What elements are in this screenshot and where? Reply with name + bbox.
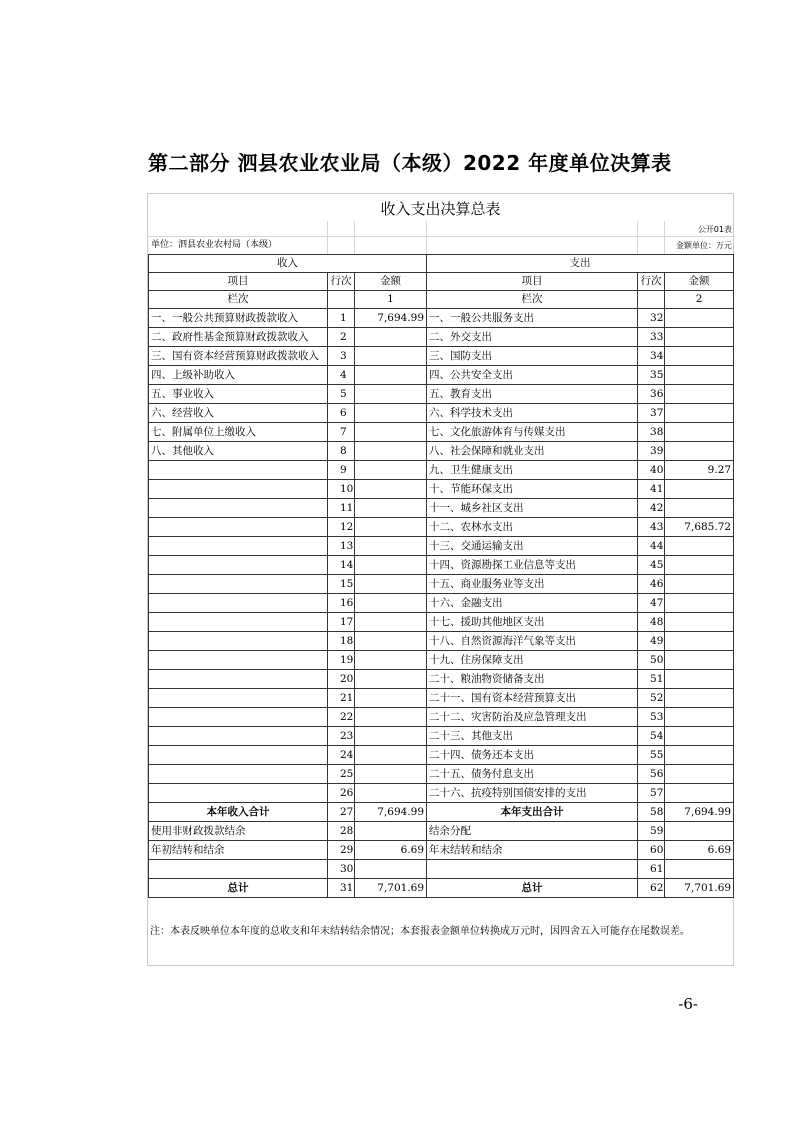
expense-column-label: 栏次 xyxy=(427,291,638,309)
grand-income-total-amount: 7,701.69 xyxy=(355,879,427,898)
expense-column-number: 2 xyxy=(665,291,734,309)
expense-item: 十二、农林水支出 xyxy=(427,518,638,537)
expense-amount xyxy=(665,556,734,575)
expense-item-header: 项目 xyxy=(427,273,638,291)
expense-item: 九、卫生健康支出 xyxy=(427,461,638,480)
expense-amount xyxy=(665,708,734,727)
expense-amount xyxy=(665,575,734,594)
expense-line: 50 xyxy=(638,651,665,670)
income-amount xyxy=(355,404,427,423)
income-line: 3 xyxy=(328,347,355,366)
table-row xyxy=(149,575,734,594)
expense-amount xyxy=(665,480,734,499)
table-row xyxy=(149,594,734,613)
income-line: 2 xyxy=(328,328,355,347)
expense-amount xyxy=(665,727,734,746)
table-row xyxy=(149,347,734,366)
expense-item: 三、国防支出 xyxy=(427,347,638,366)
income-item-header: 项目 xyxy=(149,273,328,291)
income-item xyxy=(149,746,328,765)
expense-item: 十、节能环保支出 xyxy=(427,480,638,499)
income-amount xyxy=(355,575,427,594)
table-row xyxy=(149,366,734,385)
blank-income-line: 30 xyxy=(328,860,355,879)
expense-line: 47 xyxy=(638,594,665,613)
income-line: 15 xyxy=(328,575,355,594)
table-row xyxy=(149,328,734,347)
income-amount xyxy=(355,480,427,499)
carryover-row xyxy=(149,841,734,860)
distribution-line: 59 xyxy=(638,822,665,841)
expense-line: 52 xyxy=(638,689,665,708)
expense-amount xyxy=(665,632,734,651)
income-item xyxy=(149,480,328,499)
table-row xyxy=(149,765,734,784)
income-line: 16 xyxy=(328,594,355,613)
income-item: 四、上级补助收入 xyxy=(149,366,328,385)
expense-line-header: 行次 xyxy=(638,273,665,291)
expense-amount xyxy=(665,442,734,461)
budget-table xyxy=(148,254,734,898)
expense-line: 35 xyxy=(638,366,665,385)
expense-line: 46 xyxy=(638,575,665,594)
income-item: 三、国有资本经营预算财政拨款收入 xyxy=(149,347,328,366)
expense-line: 40 xyxy=(638,461,665,480)
expense-amount: 7,685.72 xyxy=(665,518,734,537)
expense-line: 43 xyxy=(638,518,665,537)
expense-item: 十五、商业服务业等支出 xyxy=(427,575,638,594)
income-item xyxy=(149,461,328,480)
income-line: 19 xyxy=(328,651,355,670)
expense-line: 42 xyxy=(638,499,665,518)
income-amount: 7,694.99 xyxy=(355,309,427,328)
expense-item: 四、公共安全支出 xyxy=(427,366,638,385)
year-income-total-line: 27 xyxy=(328,803,355,822)
expense-amount xyxy=(665,499,734,518)
income-line: 26 xyxy=(328,784,355,803)
empty-cell xyxy=(355,860,427,879)
expense-item: 七、文化旅游体育与传媒支出 xyxy=(427,423,638,442)
expense-item: 一、一般公共服务支出 xyxy=(427,309,638,328)
income-line: 17 xyxy=(328,613,355,632)
income-amount xyxy=(355,556,427,575)
income-amount xyxy=(355,366,427,385)
table-body xyxy=(149,255,734,898)
expense-amount xyxy=(665,651,734,670)
table-row xyxy=(149,746,734,765)
income-line: 14 xyxy=(328,556,355,575)
begin-balance-line: 29 xyxy=(328,841,355,860)
expense-line: 45 xyxy=(638,556,665,575)
income-amount xyxy=(355,328,427,347)
income-line: 8 xyxy=(328,442,355,461)
income-section-header: 收入 xyxy=(149,255,427,273)
income-line: 13 xyxy=(328,537,355,556)
expense-item: 十九、住房保障支出 xyxy=(427,651,638,670)
page-heading: 第二部分 泗县农业农业局（本级）2022 年度单位决算表 xyxy=(148,151,672,175)
total-row-year xyxy=(149,803,734,822)
income-amount xyxy=(355,537,427,556)
expense-line: 57 xyxy=(638,784,665,803)
expense-amount xyxy=(665,689,734,708)
income-amount xyxy=(355,727,427,746)
income-column-number: 1 xyxy=(355,291,427,309)
expense-item: 二十一、国有资本经营预算支出 xyxy=(427,689,638,708)
year-expense-total-line: 58 xyxy=(638,803,665,822)
empty-cell xyxy=(328,291,355,309)
income-amount xyxy=(355,708,427,727)
expense-line: 41 xyxy=(638,480,665,499)
income-line: 21 xyxy=(328,689,355,708)
income-item: 五、事业收入 xyxy=(149,385,328,404)
expense-item: 十八、自然资源海洋气象等支出 xyxy=(427,632,638,651)
table-row xyxy=(149,480,734,499)
expense-item: 二十五、债务付息支出 xyxy=(427,765,638,784)
income-item xyxy=(149,594,328,613)
income-amount xyxy=(355,347,427,366)
expense-line: 33 xyxy=(638,328,665,347)
end-balance-label: 年末结转和结余 xyxy=(427,841,638,860)
grand-total-row xyxy=(149,879,734,898)
expense-item: 二十二、灾害防治及应急管理支出 xyxy=(427,708,638,727)
unit-org: 单位：泗县农业农村局（本级） xyxy=(151,240,278,250)
income-line: 6 xyxy=(328,404,355,423)
table-row xyxy=(149,708,734,727)
income-item xyxy=(149,689,328,708)
income-item xyxy=(149,632,328,651)
expense-line: 39 xyxy=(638,442,665,461)
expense-item: 十四、资源勘探工业信息等支出 xyxy=(427,556,638,575)
table-row xyxy=(149,461,734,480)
income-line: 25 xyxy=(328,765,355,784)
expense-item: 五、教育支出 xyxy=(427,385,638,404)
expense-amount xyxy=(665,328,734,347)
table-row xyxy=(149,499,734,518)
table-row xyxy=(149,784,734,803)
table-row xyxy=(149,613,734,632)
income-item xyxy=(149,651,328,670)
grand-expense-total-amount: 7,701.69 xyxy=(665,879,734,898)
income-amount xyxy=(355,594,427,613)
nonfiscal-line: 28 xyxy=(328,822,355,841)
expense-amount: 9.27 xyxy=(665,461,734,480)
table-row xyxy=(149,385,734,404)
table-row xyxy=(149,442,734,461)
income-line: 11 xyxy=(328,499,355,518)
nonfiscal-label: 使用非财政拨款结余 xyxy=(149,822,328,841)
table-row xyxy=(149,404,734,423)
table-row xyxy=(149,689,734,708)
income-line: 9 xyxy=(328,461,355,480)
nonfiscal-row xyxy=(149,822,734,841)
begin-balance-amount: 6.69 xyxy=(355,841,427,860)
empty-cell xyxy=(638,291,665,309)
income-line: 4 xyxy=(328,366,355,385)
expense-section-header: 支出 xyxy=(427,255,734,273)
expense-line: 49 xyxy=(638,632,665,651)
table-row xyxy=(149,632,734,651)
form-code: 公开01表 xyxy=(697,225,732,234)
expense-line: 38 xyxy=(638,423,665,442)
income-line: 5 xyxy=(328,385,355,404)
expense-line: 36 xyxy=(638,385,665,404)
expense-amount-header: 金额 xyxy=(665,273,734,291)
income-line: 12 xyxy=(328,518,355,537)
table-row xyxy=(149,309,734,328)
income-amount xyxy=(355,385,427,404)
income-item xyxy=(149,613,328,632)
table-row xyxy=(149,537,734,556)
distribution-amount xyxy=(665,822,734,841)
income-item xyxy=(149,765,328,784)
income-item: 二、政府性基金预算财政拨款收入 xyxy=(149,328,328,347)
income-item xyxy=(149,537,328,556)
income-amount xyxy=(355,442,427,461)
expense-item: 十六、金融支出 xyxy=(427,594,638,613)
blank-row xyxy=(149,860,734,879)
income-item xyxy=(149,708,328,727)
begin-balance-label: 年初结转和结余 xyxy=(149,841,328,860)
income-amount xyxy=(355,670,427,689)
blank-expense-line: 61 xyxy=(638,860,665,879)
table-title: 收入支出决算总表 xyxy=(380,200,501,218)
expense-line: 44 xyxy=(638,537,665,556)
expense-line: 55 xyxy=(638,746,665,765)
income-item: 八、其他收入 xyxy=(149,442,328,461)
expense-amount xyxy=(665,423,734,442)
income-item xyxy=(149,575,328,594)
income-amount xyxy=(355,518,427,537)
year-income-total-amount: 7,694.99 xyxy=(355,803,427,822)
empty-cell xyxy=(427,860,638,879)
income-line: 7 xyxy=(328,423,355,442)
income-line: 18 xyxy=(328,632,355,651)
income-item xyxy=(149,670,328,689)
amount-unit: 金额单位：万元 xyxy=(676,241,732,250)
expense-line: 51 xyxy=(638,670,665,689)
income-amount xyxy=(355,651,427,670)
expense-amount xyxy=(665,746,734,765)
income-amount xyxy=(355,765,427,784)
expense-line: 34 xyxy=(638,347,665,366)
expense-line: 54 xyxy=(638,727,665,746)
income-item xyxy=(149,784,328,803)
income-item xyxy=(149,518,328,537)
grand-expense-total-label: 总计 xyxy=(427,879,638,898)
income-line: 20 xyxy=(328,670,355,689)
expense-line: 53 xyxy=(638,708,665,727)
table-row xyxy=(149,670,734,689)
expense-line: 37 xyxy=(638,404,665,423)
income-amount xyxy=(355,689,427,708)
table-row xyxy=(149,423,734,442)
table-row xyxy=(149,518,734,537)
income-line: 24 xyxy=(328,746,355,765)
expense-line: 56 xyxy=(638,765,665,784)
income-amount xyxy=(355,632,427,651)
expense-amount xyxy=(665,309,734,328)
income-item: 一、一般公共预算财政拨款收入 xyxy=(149,309,328,328)
expense-amount xyxy=(665,784,734,803)
empty-cell xyxy=(665,860,734,879)
expense-item: 十一、城乡社区支出 xyxy=(427,499,638,518)
income-line-header: 行次 xyxy=(328,273,355,291)
income-amount xyxy=(355,423,427,442)
header-row-section xyxy=(149,255,734,273)
grid-line xyxy=(148,236,733,237)
empty-cell xyxy=(149,860,328,879)
income-line: 10 xyxy=(328,480,355,499)
income-item: 七、附属单位上缴收入 xyxy=(149,423,328,442)
table-row xyxy=(149,727,734,746)
income-amount xyxy=(355,746,427,765)
nonfiscal-amount xyxy=(355,822,427,841)
expense-amount xyxy=(665,537,734,556)
income-amount xyxy=(355,461,427,480)
end-balance-amount: 6.69 xyxy=(665,841,734,860)
expense-item: 六、科学技术支出 xyxy=(427,404,638,423)
expense-amount xyxy=(665,347,734,366)
income-line: 22 xyxy=(328,708,355,727)
header-row-colnum xyxy=(149,291,734,309)
expense-item: 十三、交通运输支出 xyxy=(427,537,638,556)
income-amount xyxy=(355,784,427,803)
expense-amount xyxy=(665,765,734,784)
expense-item: 二十六、抗疫特别国债安排的支出 xyxy=(427,784,638,803)
year-expense-total-label: 本年支出合计 xyxy=(427,803,638,822)
expense-item: 二十三、其他支出 xyxy=(427,727,638,746)
income-column-label: 栏次 xyxy=(149,291,328,309)
income-item xyxy=(149,727,328,746)
expense-line: 32 xyxy=(638,309,665,328)
income-item xyxy=(149,556,328,575)
income-line: 23 xyxy=(328,727,355,746)
income-line: 1 xyxy=(328,309,355,328)
distribution-label: 结余分配 xyxy=(427,822,638,841)
expense-amount xyxy=(665,385,734,404)
expense-item: 二十四、债务还本支出 xyxy=(427,746,638,765)
income-amount xyxy=(355,613,427,632)
grand-income-total-line: 31 xyxy=(328,879,355,898)
grand-income-total-label: 总计 xyxy=(149,879,328,898)
year-expense-total-amount: 7,694.99 xyxy=(665,803,734,822)
expense-amount xyxy=(665,613,734,632)
expense-amount xyxy=(665,404,734,423)
grand-expense-total-line: 62 xyxy=(638,879,665,898)
income-item xyxy=(149,499,328,518)
expense-line: 48 xyxy=(638,613,665,632)
expense-amount xyxy=(665,670,734,689)
page-number: -6- xyxy=(678,995,698,1013)
expense-item: 八、社会保障和就业支出 xyxy=(427,442,638,461)
expense-item: 二十、粮油物资储备支出 xyxy=(427,670,638,689)
header-row-columns xyxy=(149,273,734,291)
table-row xyxy=(149,556,734,575)
income-amount-header: 金额 xyxy=(355,273,427,291)
expense-item: 十七、援助其他地区支出 xyxy=(427,613,638,632)
footnote: 注：本表反映单位本年度的总收支和年末结转结余情况；本套报表金额单位转换成万元时，因四舍五入可能存在尾数误差。 xyxy=(150,926,690,937)
end-balance-line: 60 xyxy=(638,841,665,860)
expense-item: 二、外交支出 xyxy=(427,328,638,347)
year-income-total-label: 本年收入合计 xyxy=(149,803,328,822)
expense-amount xyxy=(665,594,734,613)
expense-amount xyxy=(665,366,734,385)
income-amount xyxy=(355,499,427,518)
income-item: 六、经营收入 xyxy=(149,404,328,423)
table-row xyxy=(149,651,734,670)
